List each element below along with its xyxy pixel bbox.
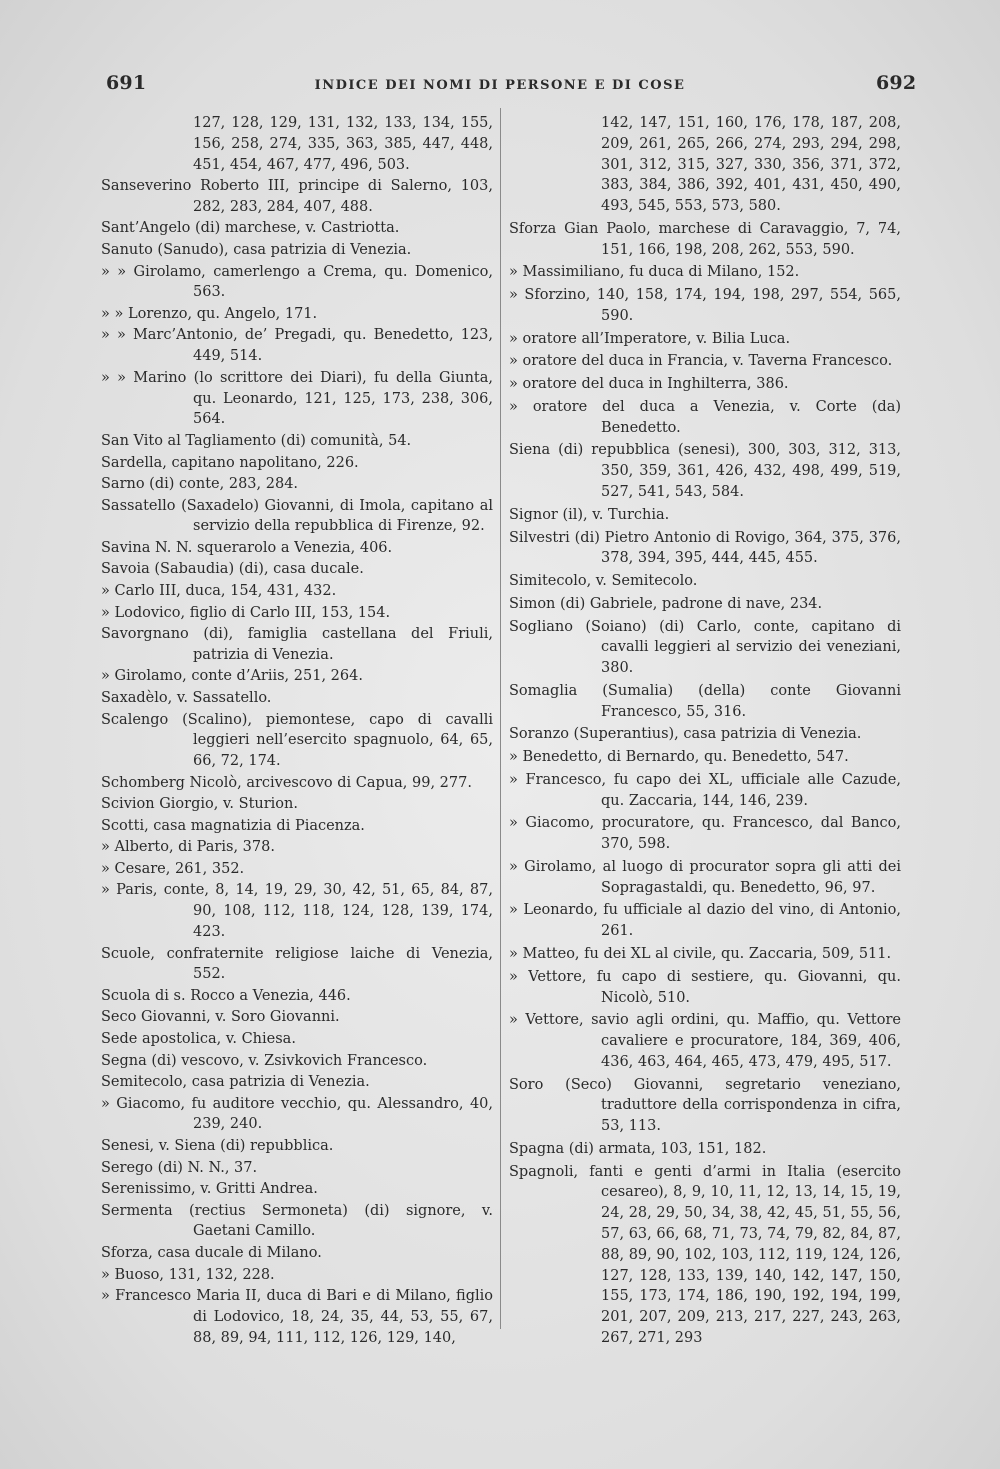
index-entry: Sanseverino Roberto III, principe di Salerno, 103, 282, 283, 284, 407, 488. (101, 178, 493, 215)
index-entry: » Francesco, fu capo dei XL, ufficiale alle Cazude, qu. Zaccaria, 144, 146, 239. (509, 771, 901, 809)
index-entry: » Leonardo, fu ufficiale al dazio del vino, di Antonio, 261. (509, 902, 901, 940)
index-entry: » Massimiliano, fu duca di Milano, 152. (509, 264, 800, 281)
index-entry: Spagna (di) armata, 103, 151, 182. (509, 1140, 767, 1157)
index-entry: » » Marc’Antonio, de’ Pregadi, qu. Benedetto, 123, 449, 514. (101, 327, 493, 365)
index-entry: Sforza, casa ducale di Milano. (101, 1244, 322, 1261)
index-entry: Scalengo (Scalino), piemontese, capo di cavalli leggieri nell’esercito spagnuolo, 64, 65, 66, 72, 174. (101, 711, 493, 770)
index-entry: Silvestri (di) Pietro Antonio di Rovigo, 364, 375, 376, 378, 394, 395, 444, 445, 455. (509, 529, 901, 567)
index-entry: Sardella, capitano napolitano, 226. (101, 454, 359, 471)
index-entry: » Sforzino, 140, 158, 174, 194, 198, 297, 554, 565, 590. (509, 287, 901, 324)
index-entry: Savoia (Sabaudia) (di), casa ducale. (101, 561, 364, 578)
index-entry: San Vito al Tagliamento (di) comunità, 54. (101, 432, 412, 449)
index-entry: Scuola di s. Rocco a Venezia, 446. (101, 987, 351, 1004)
index-entry: Somaglia (Sumalia) (della) conte Giovanni Francesco, 55, 316. (509, 682, 901, 720)
index-entry: Sant’Angelo (di) marchese, v. Castriotta. (101, 220, 400, 237)
index-entry: Sarno (di) conte, 283, 284. (101, 476, 299, 493)
index-entry: Savorgnano (di), famiglia castellana del Friuli, patrizia di Venezia. (101, 626, 493, 663)
index-entry: Saxadèlo, v. Sassatello. (101, 690, 272, 707)
index-entry: Sermenta (rectius Sermoneta) (di) signore, v. Gaetani Camillo. (101, 1202, 493, 1240)
index-entry: Sede apostolica, v. Chiesa. (101, 1031, 296, 1048)
index-entry: Sogliano (Soiano) (di) Carlo, conte, capitano di cavalli leggieri al servizio dei veneziani, 380. (509, 618, 901, 677)
index-entry: Scotti, casa magnatizia di Piacenza. (101, 817, 365, 834)
index-entry: » Lodovico, figlio di Carlo III, 153, 154. (101, 604, 391, 621)
index-entry: Signor (il), v. Turchia. (509, 506, 670, 523)
index-entry: Scivion Giorgio, v. Sturion. (101, 796, 298, 813)
index-entry: Schomberg Nicolò, arcivescovo di Capua, 99, 277. (101, 774, 472, 791)
index-entry: » Cesare, 261, 352. (101, 860, 245, 877)
index-entry: » oratore del duca in Inghilterra, 386. (509, 376, 789, 393)
index-entry: » oratore del duca in Francia, v. Taverna Francesco. (509, 353, 893, 370)
index-entry: » » Lorenzo, qu. Angelo, 171. (101, 305, 318, 322)
left-page-number: 691 (106, 72, 147, 94)
index-entry: Spagnoli, fanti e genti d’armi in Italia (esercito cesareo), 8, 9, 10, 11, 12, 13, 14, 15, 19, 24, 28, 29, 50, 34, 38, 42, 45, 51, 55, 56, 57, 63, 66, 68, 71, 73, 74, 79, 82, 84, 87, 88, 89, 90, 102, 103, 112, 119, 124, 126, 127, 128, 133, 139, 140, 142, 147, 150, 155, 173, 174, 186, 190, 192, 194, 199, 201, 207, 209, 213, 217, 227, 243, 263, 267, 271, 293 (509, 1163, 901, 1346)
index-entry: » Paris, conte, 8, 14, 19, 29, 30, 42, 51, 65, 84, 87, 90, 108, 112, 118, 124, 128, 139, 174, 423. (101, 882, 493, 941)
index-entry: Soro (Seco) Giovanni, segretario veneziano, traduttore della corrispondenza in cifra, 53, 113. (509, 1076, 901, 1135)
index-entry: Semitecolo, casa patrizia di Venezia. (101, 1074, 370, 1091)
index-entry: Serenissimo, v. Gritti Andrea. (101, 1181, 318, 1198)
index-entry: » Matteo, fu dei XL al civile, qu. Zaccaria, 509, 511. (509, 945, 892, 962)
index-entry: » Giacomo, fu auditore vecchio, qu. Alessandro, 40, 239, 240. (101, 1095, 493, 1133)
index-entry: Savina N. N. squerarolo a Venezia, 406. (101, 539, 393, 556)
index-entry: Senesi, v. Siena (di) repubblica. (101, 1138, 334, 1154)
right-page-number: 692 (876, 72, 917, 94)
index-entry: Serego (di) N. N., 37. (101, 1159, 258, 1176)
index-entry: » Francesco Maria II, duca di Bari e di Milano, figlio di Lodovico, 18, 24, 35, 44, 53, 55, 67, 88, 89, 94, 111, 112, 126, 129, 140, (101, 1288, 493, 1346)
index-entry: » Vettore, fu capo di sestiere, qu. Giovanni, qu. Nicolò, 510. (509, 968, 901, 1006)
index-entry: » Girolamo, conte d’Ariis, 251, 264. (101, 668, 363, 685)
index-entry: » Giacomo, procuratore, qu. Francesco, dal Banco, 370, 598. (509, 815, 901, 853)
index-entry: Segna (di) vescovo, v. Zsivkovich Francesco. (101, 1052, 428, 1069)
index-entry: 127, 128, 129, 131, 132, 133, 134, 155, 156, 258, 274, 335, 363, 385, 447, 448, 451, 454, 467, 477, 496, 503. (193, 115, 493, 173)
index-entry: » Benedetto, di Bernardo, qu. Benedetto, 547. (509, 749, 849, 766)
index-entry: Sassatello (Saxadelo) Giovanni, di Imola, capitano al servizio della repubblica di Firenze, 92. (101, 497, 493, 535)
column-divider (500, 108, 501, 1329)
running-title: INDICE DEI NOMI DI PERSONE E DI COSE (314, 78, 686, 93)
index-entry: 142, 147, 151, 160, 176, 178, 187, 208, 209, 261, 265, 266, 274, 293, 294, 298, 301, 312, 315, 327, 330, 356, 371, 372, 383, 384, 386, 392, 401, 431, 450, 490, 493, 545, 553, 573, 580. (601, 115, 901, 215)
index-entry: Sforza Gian Paolo, marchese di Caravaggio, 7, 74, 151, 166, 198, 208, 262, 553, 590. (509, 220, 901, 258)
index-column-right (509, 113, 901, 1349)
index-entry: Sanuto (Sanudo), casa patrizia di Venezia. (101, 242, 412, 259)
index-entry: » oratore del duca a Venezia, v. Corte (da) Benedetto. (509, 398, 901, 436)
index-entry: » oratore all’Imperatore, v. Bilia Luca. (509, 330, 791, 347)
index-entry: Siena (di) repubblica (senesi), 300, 303, 312, 313, 350, 359, 361, 426, 432, 498, 499, 519, 527, 541, 543, 584. (509, 442, 901, 501)
index-entry: Seco Giovanni, v. Soro Giovanni. (101, 1009, 340, 1026)
index-entry: » Vettore, savio agli ordini, qu. Maffio, qu. Vettore cavaliere e procuratore, 184, 369, 406, 436, 463, 464, 465, 473, 479, 495, 517. (509, 1012, 901, 1070)
index-entry: Scuole, confraternite religiose laiche di Venezia, 552. (101, 945, 493, 983)
index-entry: » Alberto, di Paris, 378. (101, 839, 275, 856)
index-column-left (101, 113, 493, 1349)
index-entry: » Buoso, 131, 132, 228. (101, 1266, 275, 1283)
index-entry: Soranzo (Superantius), casa patrizia di Venezia. (509, 726, 862, 743)
index-entry: » Girolamo, al luogo di procurator sopra gli atti dei Sopragastaldi, qu. Benedetto, 96, 97. (509, 858, 901, 896)
index-entry: Simon (di) Gabriele, padrone di nave, 234. (509, 595, 823, 612)
index-entry: Simitecolo, v. Semitecolo. (509, 573, 698, 590)
index-entry: » » Girolamo, camerlengo a Crema, qu. Domenico, 563. (101, 263, 493, 301)
index-entry: » » Marino (lo scrittore dei Diari), fu della Giunta, qu. Leonardo, 121, 125, 173, 238, 306, 564. (101, 369, 493, 428)
index-entry: » Carlo III, duca, 154, 431, 432. (101, 583, 337, 600)
